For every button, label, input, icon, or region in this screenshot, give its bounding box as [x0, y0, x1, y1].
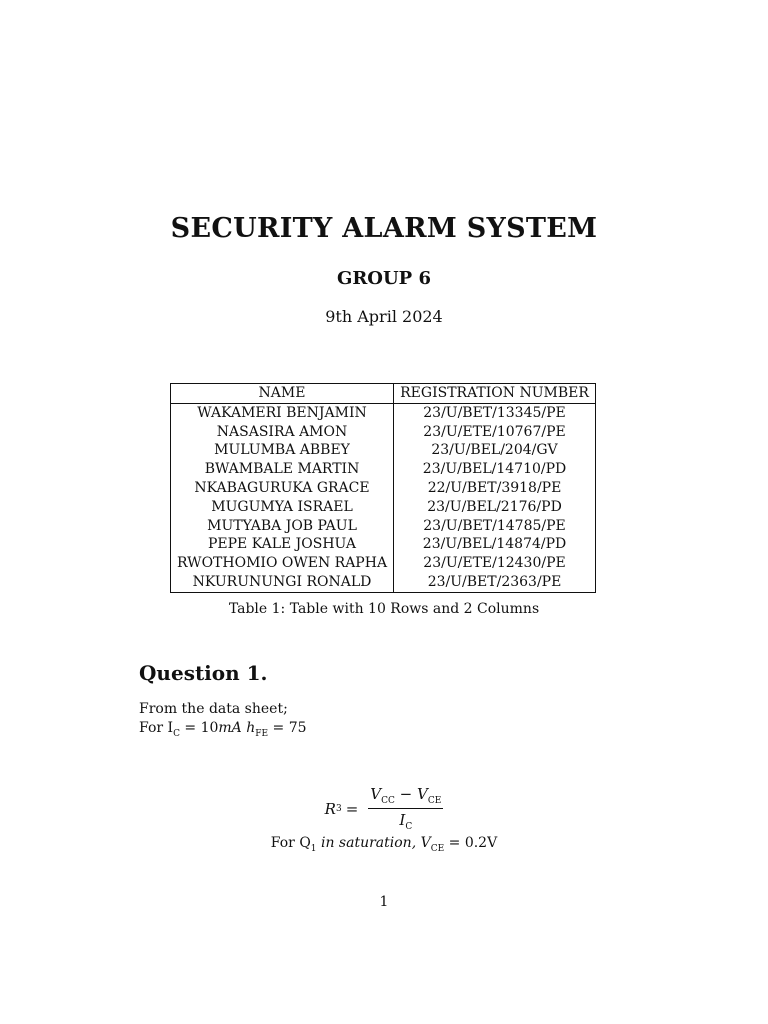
member-reg-number: 23/U/BEL/2176/PD: [427, 498, 562, 515]
member-name: NKABAGURUKA GRACE: [171, 479, 394, 498]
vce-symbol: V: [417, 785, 428, 803]
vcc-subscript: CC: [381, 796, 395, 806]
vce-sat-value: = 0.2V: [444, 835, 498, 851]
member-reg-number: 23/U/ETE/12430/PE: [423, 555, 566, 572]
header-registration-number: REGISTRATION NUMBER: [394, 384, 596, 404]
member-reg-number: 23/U/BET/2363/PE: [427, 574, 562, 591]
member-name: NASASIRA AMON: [171, 423, 394, 442]
hfe-value: = 75: [268, 720, 307, 736]
question-heading: Question 1.: [139, 661, 268, 685]
document-date: 9th April 2024: [325, 307, 443, 326]
hfe-subscript: FE: [255, 728, 269, 739]
member-name: MULUMBA ABBEY: [171, 442, 394, 461]
table-row: [171, 404, 596, 423]
member-name: MUGUMYA ISRAEL: [171, 498, 394, 517]
member-name: BWAMBALE MARTIN: [171, 460, 394, 479]
r3-formula: [0, 785, 768, 832]
ic-prefix: For I: [139, 720, 174, 736]
q1-prefix: For Q: [270, 835, 311, 851]
table-row: [171, 536, 596, 555]
member-name: WAKAMERI BENJAMIN: [171, 404, 394, 423]
ic-unit: mA: [218, 720, 242, 736]
member-name: MUTYABA JOB PAUL: [171, 517, 394, 536]
table-row: [171, 573, 596, 592]
member-reg-number: 23/U/BEL/14874/PD: [422, 536, 567, 553]
saturation-line: [0, 835, 768, 854]
formula-lhs-subscript: 3: [335, 803, 342, 814]
document-title: SECURITY ALARM SYSTEM: [170, 213, 598, 244]
ic-symbol: I: [399, 811, 406, 829]
formula-minus: −: [399, 785, 413, 803]
vce-subscript: CE: [427, 796, 442, 806]
ic-den-subscript: C: [405, 822, 413, 832]
table-header-row: [171, 384, 596, 404]
member-reg-number: 23/U/BET/14785/PE: [423, 517, 566, 534]
ic-subscript: C: [173, 728, 180, 739]
datasheet-line: From the data sheet;: [139, 701, 288, 717]
member-reg-number: 23/U/BEL/14710/PD: [422, 461, 567, 478]
table-row: [171, 442, 596, 461]
ic-equals: = 10: [179, 720, 219, 736]
members-table-wrapper: [170, 383, 596, 593]
member-name: PEPE KALE JOSHUA: [171, 536, 394, 555]
member-reg-number: 23/U/ETE/10767/PE: [423, 423, 566, 440]
table-row: [171, 479, 596, 498]
member-name: NKURUNUNGI RONALD: [171, 573, 394, 592]
vcc-symbol: V: [370, 785, 382, 803]
member-reg-number: 22/U/BET/3918/PE: [427, 480, 562, 497]
formula-equals: =: [345, 799, 359, 818]
table-row: [171, 423, 596, 442]
q1-subscript: 1: [310, 843, 317, 854]
formula-lhs: R: [324, 799, 336, 818]
table-row: [171, 554, 596, 573]
page-number: 1: [379, 894, 389, 910]
formula-fraction: [368, 785, 443, 832]
group-label: GROUP 6: [336, 268, 432, 289]
vce-sat-subscript: CE: [430, 843, 445, 854]
member-reg-number: 23/U/BEL/204/GV: [431, 442, 558, 459]
members-table: [170, 383, 596, 593]
saturation-text: in saturation,: [320, 835, 417, 851]
hfe-symbol: h: [246, 720, 256, 736]
given-values-line: [139, 720, 307, 739]
table-row: [171, 498, 596, 517]
formula-numerator: [368, 785, 443, 809]
member-name: RWOTHOMIO OWEN RAPHA: [171, 554, 394, 573]
table-row: [171, 517, 596, 536]
header-name: NAME: [171, 384, 394, 404]
member-reg-number: 23/U/BET/13345/PE: [423, 404, 566, 421]
table-caption: Table 1: Table with 10 Rows and 2 Columns: [228, 601, 540, 617]
formula-denominator: [399, 809, 412, 832]
vce-sat-symbol: V: [420, 835, 431, 851]
table-row: [171, 460, 596, 479]
